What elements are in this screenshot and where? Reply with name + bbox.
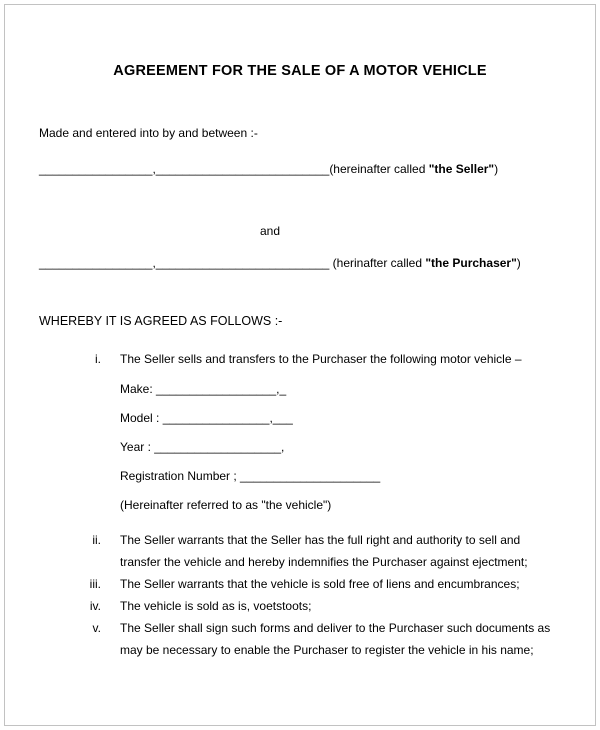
make-field bbox=[120, 378, 561, 400]
clause-iii-numeral: iii. bbox=[89, 577, 101, 591]
vehicle-reference-note bbox=[120, 494, 561, 516]
clause-ii-numeral: ii. bbox=[92, 533, 101, 547]
and-conjunction: and bbox=[259, 224, 281, 238]
document-page bbox=[4, 4, 596, 726]
make-blank-line: __________________,_ bbox=[152, 382, 287, 396]
purchaser-line bbox=[39, 255, 561, 271]
document-title: AGREEMENT FOR THE SALE OF A MOTOR VEHICLE bbox=[113, 63, 487, 79]
purchaser-blank-line: _________________,__________________________ bbox=[39, 256, 330, 270]
registration-number-label: Registration Number ; bbox=[120, 469, 237, 483]
clause-v-numeral: v. bbox=[92, 621, 101, 635]
purchaser-party-name: "the Purchaser" bbox=[425, 256, 517, 270]
clause-ii-text: The Seller warrants that the Seller has the full right and authority to sell and transfer the vehicle and hereby indemnifies the Purchaser against ejectment; bbox=[120, 533, 528, 569]
whereby-heading: WHEREBY IT IS AGREED AS FOLLOWS :- bbox=[39, 314, 283, 328]
clause-i-text: The Seller sells and transfers to the Purchaser the following motor vehicle – bbox=[120, 352, 522, 366]
clause-iv-text: The vehicle is sold as is, voetstoots; bbox=[120, 599, 312, 613]
year-field bbox=[120, 436, 561, 458]
vehicle-reference-note-text: (Hereinafter referred to as "the vehicle") bbox=[120, 498, 332, 512]
seller-blank-line: _________________,__________________________ bbox=[39, 162, 330, 176]
clause-iv-numeral: iv. bbox=[89, 599, 101, 613]
seller-parenthetical-post: ) bbox=[494, 162, 499, 176]
vehicle-fields bbox=[120, 378, 561, 516]
model-label: Model : bbox=[120, 411, 160, 425]
year-label: Year : bbox=[120, 440, 151, 454]
intro-text: Made and entered into by and between :- bbox=[39, 126, 258, 140]
clause-iii bbox=[39, 573, 561, 595]
year-blank-line: ___________________, bbox=[150, 440, 285, 454]
clause-v-text: The Seller shall sign such forms and deliver to the Purchaser such documents as may be necessary to enable the Purchaser to register the vehicle in his name; bbox=[120, 621, 551, 657]
clause-iv bbox=[39, 595, 561, 617]
model-field bbox=[120, 407, 561, 429]
clause-ii bbox=[39, 529, 561, 573]
seller-line bbox=[39, 161, 561, 177]
clause-iii-text: The Seller warrants that the vehicle is sold free of liens and encumbrances; bbox=[120, 577, 520, 591]
clause-v bbox=[39, 617, 561, 661]
clause-i bbox=[39, 348, 561, 370]
purchaser-parenthetical-pre: (herinafter called bbox=[329, 256, 426, 270]
clause-i-numeral: i. bbox=[95, 352, 101, 366]
purchaser-parenthetical-post: ) bbox=[516, 256, 521, 270]
make-label: Make: bbox=[120, 382, 153, 396]
registration-number-field bbox=[120, 465, 561, 487]
model-blank-line: ________________,___ bbox=[159, 411, 293, 425]
seller-parenthetical-pre: (hereinafter called bbox=[329, 162, 429, 176]
seller-party-name: "the Seller" bbox=[428, 162, 495, 176]
registration-number-blank-line: _____________________ bbox=[236, 469, 381, 483]
